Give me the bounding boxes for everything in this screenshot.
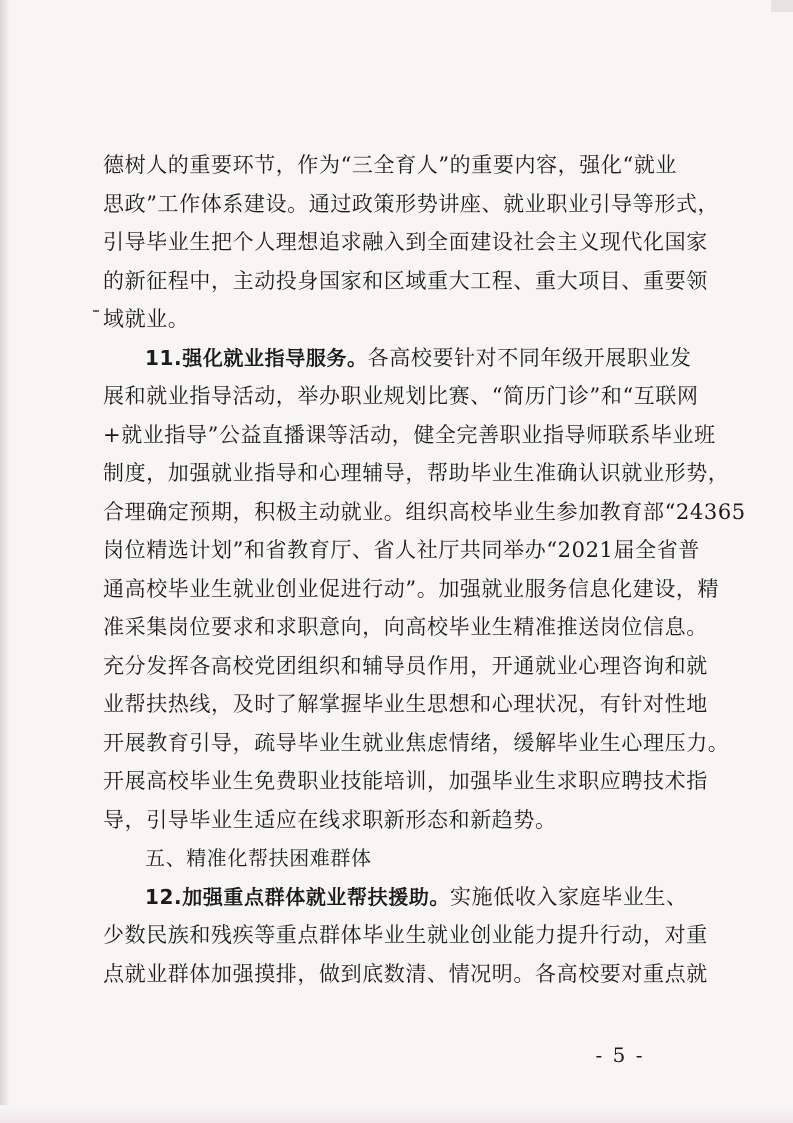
section-12-first-line-text: 实施低收入家庭毕业生、 <box>450 884 688 909</box>
text-line: 点就业群体加强摸排，做到底数清、情况明。各高校要对重点就 <box>103 961 708 986</box>
text-line: 合理确定预期，积极主动就业。组织高校毕业生参加教育部“24365 <box>103 499 746 524</box>
text-line: 充分发挥各高校党团组织和辅导员作用，开通就业心理咨询和就 <box>103 653 708 678</box>
section-11-title: 11.强化就业指导服务。 <box>145 345 368 370</box>
body-text <box>103 146 746 993</box>
scan-corner-mark <box>771 0 793 12</box>
scan-speck <box>93 310 99 312</box>
scan-edge-shadow <box>0 0 10 1123</box>
text-line: 通高校毕业生就业创业促进行动”。加强就业服务信息化建设，精 <box>103 576 720 601</box>
text-line: 思政”工作体系建设。通过政策形势讲座、就业职业引导等形式， <box>103 191 720 216</box>
section-11-first-line <box>103 339 697 378</box>
section-11-first-line-text: 各高校要针对不同年级开展职业发 <box>367 345 692 370</box>
text-line: 岗位精选计划”和省教育厅、省人社厅共同举办“2021届全省普 <box>103 538 700 562</box>
text-line: 导，引导毕业生适应在线求职新形态和新趋势。 <box>103 807 557 832</box>
text-line: 开展教育引导，疏导毕业生就业焦虑情绪，缓解毕业生心理压力。 <box>103 730 730 755</box>
section-heading-5: 五、精准化帮扶困难群体 <box>145 846 372 870</box>
page-number: - 5 - <box>595 1043 645 1067</box>
text-line: 制度，加强就业指导和心理辅导，帮助毕业生准确认识就业形势， <box>103 461 730 485</box>
text-line: 少数民族和残疾等重点群体毕业生就业创业能力提升行动，对重 <box>103 923 708 947</box>
text-line: 开展高校毕业生免费职业技能培训，加强毕业生求职应聘技术指 <box>103 769 708 793</box>
text-line: 的新征程中，主动投身国家和区域重大工程、重大项目、重要领 <box>103 268 708 293</box>
section-12-first-line <box>103 878 697 917</box>
text-line: 准采集岗位要求和求职意向，向高校毕业生精准推送岗位信息。 <box>103 615 708 639</box>
scan-bottom-strip <box>0 1105 793 1123</box>
text-line: 引导毕业生把个人理想追求融入到全面建设社会主义现代化国家 <box>103 230 708 254</box>
text-line: 展和就业指导活动，举办职业规划比赛、“简历门诊”和“互联网 <box>103 384 699 408</box>
text-line: 德树人的重要环节，作为“三全育人”的重要内容，强化“就业 <box>103 153 678 177</box>
section-12-title: 12.加强重点群体就业帮扶援助。 <box>145 884 451 909</box>
text-line: +就业指导”公益直播课等活动，健全完善职业指导师联系毕业班 <box>103 422 716 447</box>
text-line: 域就业。 <box>103 307 190 331</box>
text-line: 业帮扶热线，及时了解掌握毕业生思想和心理状况，有针对性地 <box>103 692 708 716</box>
